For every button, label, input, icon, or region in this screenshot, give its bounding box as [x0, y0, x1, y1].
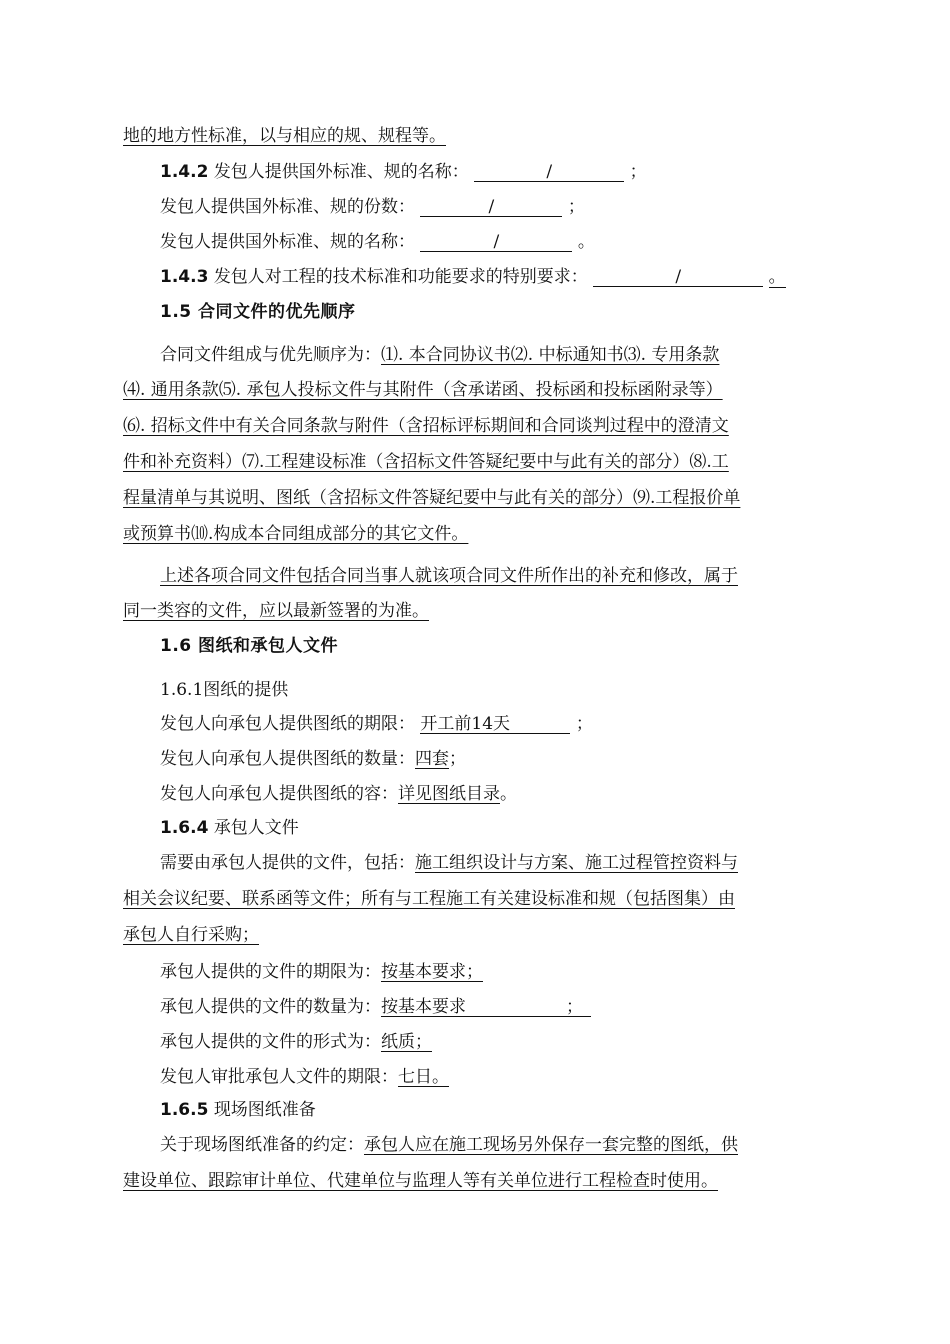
text-line [160, 195, 827, 219]
text-line [160, 230, 827, 254]
clause-end: ； [449, 749, 466, 769]
clause-value: ⑴. 本合同协议书⑵. 中标通知书⑶. 专用条款 [381, 345, 720, 365]
fill-in-value: 纸质； [381, 1032, 432, 1052]
clause-text: 承包人提供的文件的形式为： [160, 1032, 381, 1052]
clause-end: 。 [500, 784, 517, 804]
paragraph-line: ⑹. 招标文件中有关合同条款与附件（含招标评标期间和合同谈判过程中的澄清文 [123, 416, 729, 436]
text-line [123, 124, 827, 148]
paragraph-line: ⑷. 通用条款⑸. 承包人投标文件与其附件（含承诺函、投标函和投标函附录等） [123, 380, 723, 400]
clause-text: 发包人提供国外标准、规的名称： [213, 162, 469, 182]
fill-in-blank: / [474, 161, 624, 182]
clause-text: 承包人提供的文件的数量为： [160, 997, 381, 1017]
fill-in-value [381, 996, 591, 1017]
section-heading-1-6: 1.6 图纸和承包人文件 [160, 636, 339, 656]
clause-text: 关于现场图纸准备的约定： [160, 1135, 364, 1155]
clause-text: 发包人提供国外标准、规的名称： [160, 232, 415, 252]
clause-text: 承包人文件 [213, 818, 299, 838]
clause-text: 发包人向承包人提供图纸的容： [160, 784, 398, 804]
subsection-heading-1-6-1 [160, 678, 827, 702]
clause-end: ； [629, 162, 647, 182]
paragraph-line: 承包人自行采购； [123, 925, 259, 945]
fill-in-value: 详见图纸目录 [398, 784, 500, 804]
fill-in-value: 开工前14天 [420, 713, 570, 734]
paragraph-line: 上述各项合同文件包括合同当事人就该项合同文件所作出的补充和修改，属于 [160, 566, 738, 586]
clause-end: ； [567, 197, 585, 217]
paragraph-line: 同一类容的文件，应以最新签署的为准。 [123, 601, 429, 621]
clause-text: 合同文件组成与优先顺序为： [160, 345, 381, 365]
clause-text: 发包人对工程的技术标准和功能要求的特别要求： [213, 267, 588, 287]
text-line [160, 1065, 827, 1089]
clause-text: 发包人审批承包人文件的期限： [160, 1067, 398, 1087]
clause-end: 。 [577, 232, 595, 252]
paragraph-line: 相关会议纪要、联系函等文件；所有与工程施工有关建设标准和规（包括图集）由 [123, 889, 735, 909]
fill-in-value: 七日。 [398, 1067, 449, 1087]
paragraph-line [160, 343, 827, 367]
clause-text: 现场图纸准备 [213, 1100, 316, 1120]
clause-value: 承包人应在施工现场另外保存一套完整的图纸，供 [364, 1135, 738, 1155]
text-line [160, 747, 827, 771]
clause-text: 承包人提供的文件的期限为： [160, 962, 381, 982]
text-line [160, 782, 827, 806]
paragraph-line: 件和补充资料）⑺.工程建设标准（含招标文件答疑纪要中与此有关的部分）⑻.工 [123, 452, 729, 472]
clause-number: 1.6.5 [160, 1100, 209, 1120]
clause-text: 地的地方性标准，以与相应的规、规程等。 [123, 126, 446, 146]
fill-in-value: 按基本要求； [381, 962, 483, 982]
clause-end: ； [566, 997, 583, 1017]
clause-text: 发包人向承包人提供图纸的数量： [160, 749, 415, 769]
section-heading-1-5: 1.5 合同文件的优先顺序 [160, 302, 356, 322]
subsection-heading-1-6-5 [160, 1098, 827, 1122]
clause-text: 发包人向承包人提供图纸的期限： [160, 714, 415, 734]
paragraph-line [160, 851, 827, 875]
paragraph-line: 或预算书⑽.构成本合同组成部分的其它文件。 [123, 524, 469, 544]
fill-in-value-text: 按基本要求 [381, 997, 466, 1017]
clause-end: ； [575, 714, 593, 734]
clause-text: 发包人提供国外标准、规的份数： [160, 197, 415, 217]
fill-in-blank: / [593, 266, 763, 287]
text-line [160, 712, 827, 736]
fill-in-blank: / [420, 196, 562, 217]
paragraph-line: 程量清单与其说明、图纸（含招标文件答疑纪要中与此有关的部分）⑼.工程报价单 [123, 488, 741, 508]
fill-in-blank: / [420, 231, 572, 252]
paragraph-line: 建设单位、跟踪审计单位、代建单位与监理人等有关单位进行工程检查时使用。 [123, 1171, 718, 1191]
text-line [160, 995, 827, 1019]
clause-number: 1.4.3 [160, 267, 209, 287]
text-line [160, 1030, 827, 1054]
clause-end: 。 [768, 267, 786, 287]
fill-in-value: 四套 [415, 749, 449, 769]
subsection-heading-1-6-4 [160, 816, 827, 840]
clause-text: 1.6.1图纸的提供 [160, 680, 289, 700]
clause-number: 1.6.4 [160, 818, 209, 838]
text-line [160, 960, 827, 984]
clause-value: 施工组织设计与方案、施工过程管控资料与 [415, 853, 738, 873]
clause-number: 1.4.2 [160, 162, 209, 182]
clause-1-4-2 [160, 160, 827, 184]
clause-1-4-3 [160, 265, 827, 289]
paragraph-line [160, 1133, 827, 1157]
clause-text: 需要由承包人提供的文件，包括： [160, 853, 415, 873]
